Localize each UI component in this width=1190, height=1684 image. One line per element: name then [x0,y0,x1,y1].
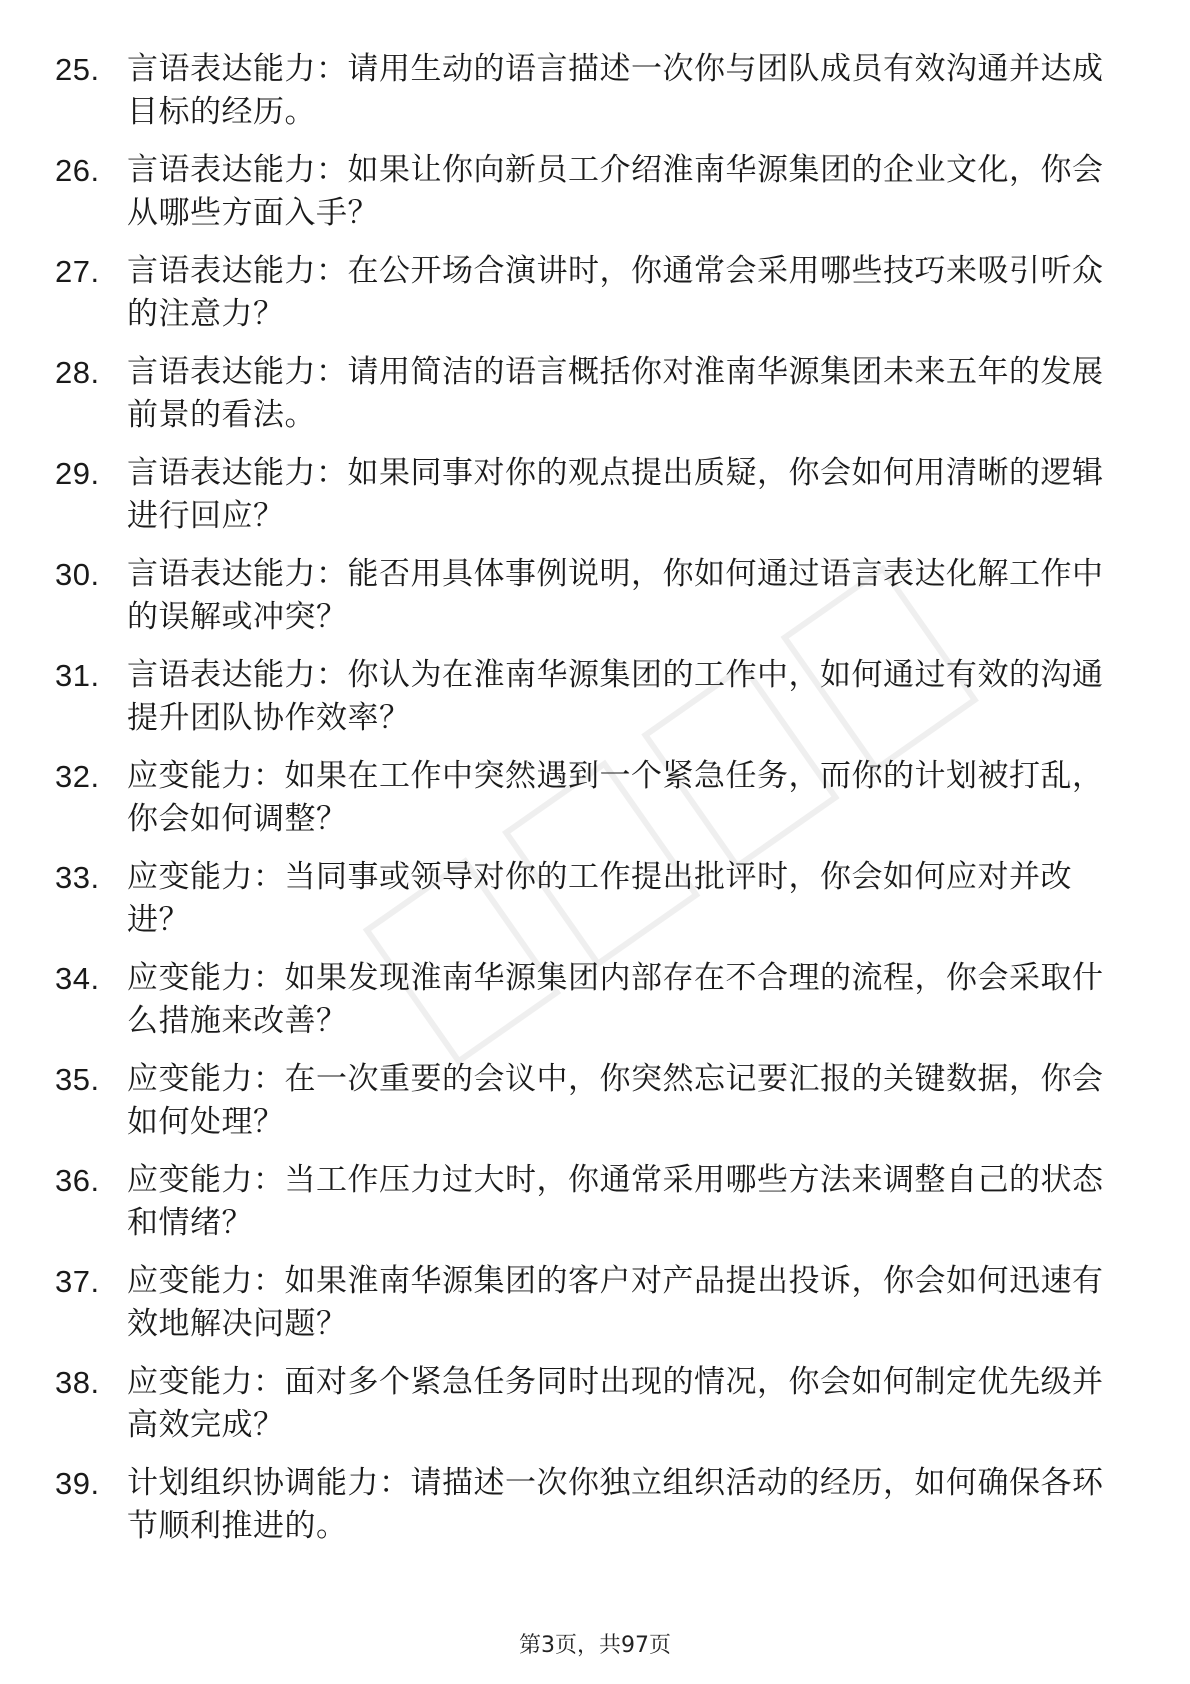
question-text: 计划组织协调能力：请描述一次你独立组织活动的经历，如何确保各环节顺利推进的。 [127,1465,1104,1544]
question-number: 31. [55,658,100,693]
question-text: 应变能力：当同事或领导对你的工作提出批评时，你会如何应对并改进？ [127,859,1072,938]
question-item [55,452,1115,538]
question-text: 言语表达能力：请用生动的语言描述一次你与团队成员有效沟通并达成目标的经历。 [127,51,1104,130]
question-number: 28. [55,355,100,390]
question-text: 应变能力：如果淮南华源集团的客户对产品提出投诉，你会如何迅速有效地解决问题？ [127,1263,1104,1342]
question-number: 38. [55,1365,100,1400]
question-number: 37. [55,1264,100,1299]
question-item [55,1058,1115,1144]
question-text: 言语表达能力：如果同事对你的观点提出质疑，你会如何用清晰的逻辑进行回应？ [127,455,1104,534]
question-item [55,1361,1115,1447]
question-text: 应变能力：如果发现淮南华源集团内部存在不合理的流程，你会采取什么措施来改善？ [127,960,1104,1039]
question-item [55,250,1115,336]
question-text: 应变能力：面对多个紧急任务同时出现的情况，你会如何制定优先级并高效完成？ [127,1364,1104,1443]
question-item [55,755,1115,841]
question-list [55,48,1115,1563]
question-text: 言语表达能力：在公开场合演讲时，你通常会采用哪些技巧来吸引听众的注意力？ [127,253,1104,332]
question-number: 30. [55,557,100,592]
question-text: 言语表达能力：能否用具体事例说明，你如何通过语言表达化解工作中的误解或冲突？ [127,556,1104,635]
question-item [55,553,1115,639]
page-number-label: 第3页，共97页 [519,1633,671,1658]
question-item [55,957,1115,1043]
question-item [55,654,1115,740]
question-item [55,149,1115,235]
question-item [55,1462,1115,1548]
question-text: 应变能力：如果在工作中突然遇到一个紧急任务，而你的计划被打乱，你会如何调整？ [127,758,1104,837]
question-item [55,48,1115,134]
question-item [55,351,1115,437]
page-footer [0,1628,1190,1659]
question-number: 25. [55,52,100,87]
question-item [55,1260,1115,1346]
question-text: 言语表达能力：请用简洁的语言概括你对淮南华源集团未来五年的发展前景的看法。 [127,354,1104,433]
question-number: 39. [55,1466,100,1501]
question-number: 26. [55,153,100,188]
question-number: 33. [55,860,100,895]
question-text: 言语表达能力：如果让你向新员工介绍淮南华源集团的企业文化，你会从哪些方面入手？ [127,152,1104,231]
question-text: 应变能力：当工作压力过大时，你通常采用哪些方法来调整自己的状态和情绪？ [127,1162,1104,1241]
question-number: 27. [55,254,100,289]
question-number: 36. [55,1163,100,1198]
question-item [55,856,1115,942]
question-number: 34. [55,961,100,996]
question-text: 应变能力：在一次重要的会议中，你突然忘记要汇报的关键数据，你会如何处理？ [127,1061,1104,1140]
question-number: 35. [55,1062,100,1097]
question-text: 言语表达能力：你认为在淮南华源集团的工作中，如何通过有效的沟通提升团队协作效率？ [127,657,1104,736]
question-number: 29. [55,456,100,491]
question-number: 32. [55,759,100,794]
question-item [55,1159,1115,1245]
